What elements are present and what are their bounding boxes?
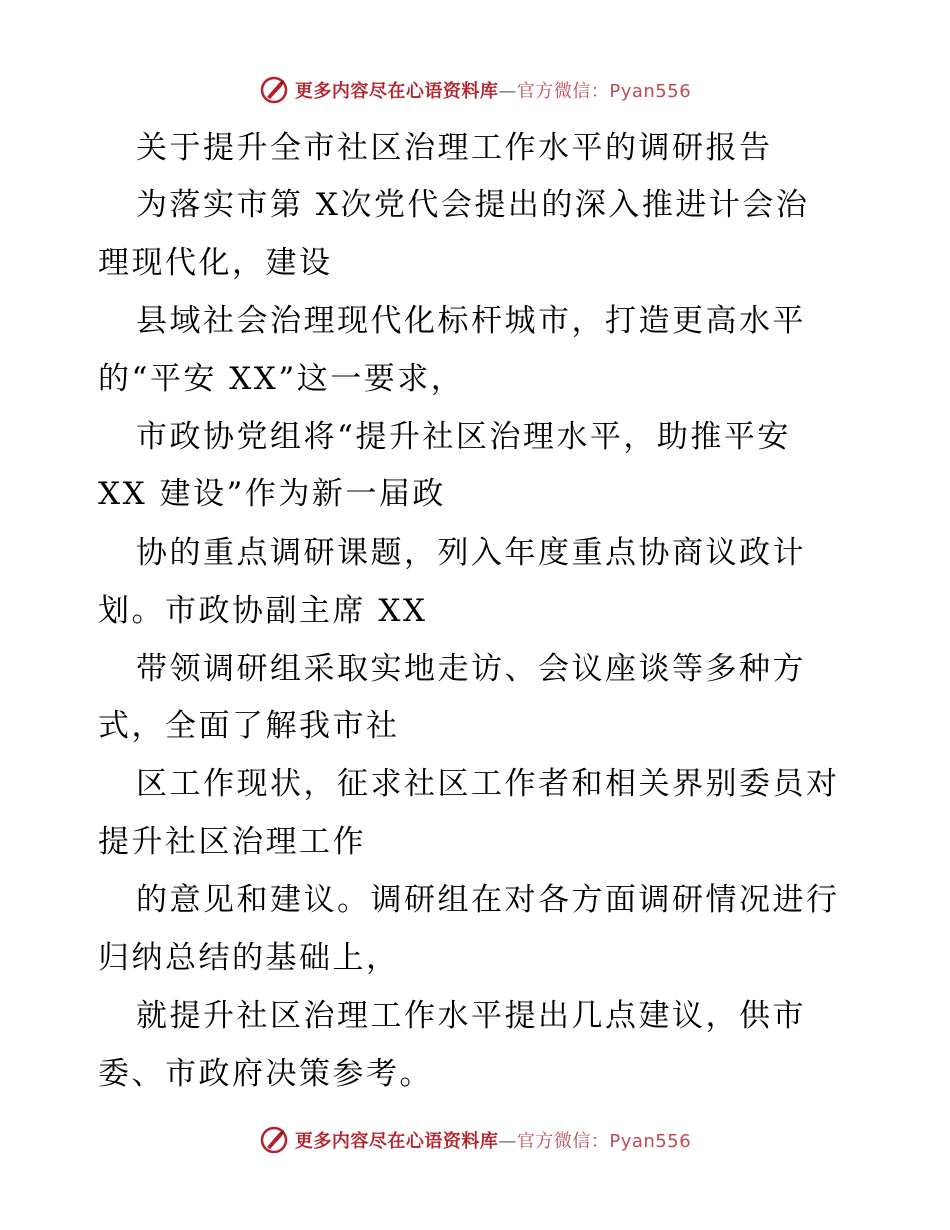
body-line: 区工作现状，征求社区工作者和相关界别委员对 — [136, 766, 840, 802]
banner-separator: — — [498, 1131, 517, 1152]
body-line: 提升社区治理工作 — [98, 824, 366, 860]
body-line: 市政协党组将“提升社区治理水平，助推平安 — [136, 419, 791, 455]
body-line: XX 建设”作为新一届政 — [98, 476, 446, 512]
body-line: 为落实市第 X次党代会提出的深入推进计会治 — [136, 187, 810, 223]
banner-wechat-text: 官方微信：Pyan556 — [516, 1131, 692, 1152]
body-line: 划。市政协副主席 XX — [98, 593, 428, 629]
banner-main-text: 更多内容尽在心语资料库 — [294, 81, 499, 102]
header-banner — [0, 70, 950, 110]
banner-main-text: 更多内容尽在心语资料库 — [294, 1131, 499, 1152]
body-line: 式，全面了解我市社 — [98, 708, 400, 744]
body-line: 归纳总结的基础上， — [98, 940, 400, 976]
quill-pen-circle-icon — [259, 75, 289, 105]
body-line: 委、市政府决策参考。 — [98, 1056, 433, 1092]
body-line: 就提升社区治理工作水平提出几点建议，供市 — [136, 998, 806, 1034]
quill-pen-circle-icon — [259, 1125, 289, 1155]
body-line: 县域社会治理现代化标杆城市，打造更高水平 — [136, 303, 806, 339]
banner-wechat-text: 官方微信：Pyan556 — [516, 81, 692, 102]
body-line: 带领调研组采取实地走访、会议座谈等多种方 — [136, 651, 806, 687]
body-line: 的意见和建议。调研组在对各方面调研情况进行 — [136, 882, 840, 918]
body-line: 的“平安 XX”这一要求， — [98, 361, 465, 397]
body-line: 协的重点调研课题，列入年度重点协商议政计 — [136, 535, 806, 571]
document-title: 关于提升全市社区治理工作水平的调研报告 — [136, 130, 773, 166]
banner-separator: — — [498, 81, 517, 102]
footer-banner — [0, 1120, 950, 1160]
body-line: 理现代化，建设 — [98, 245, 333, 281]
